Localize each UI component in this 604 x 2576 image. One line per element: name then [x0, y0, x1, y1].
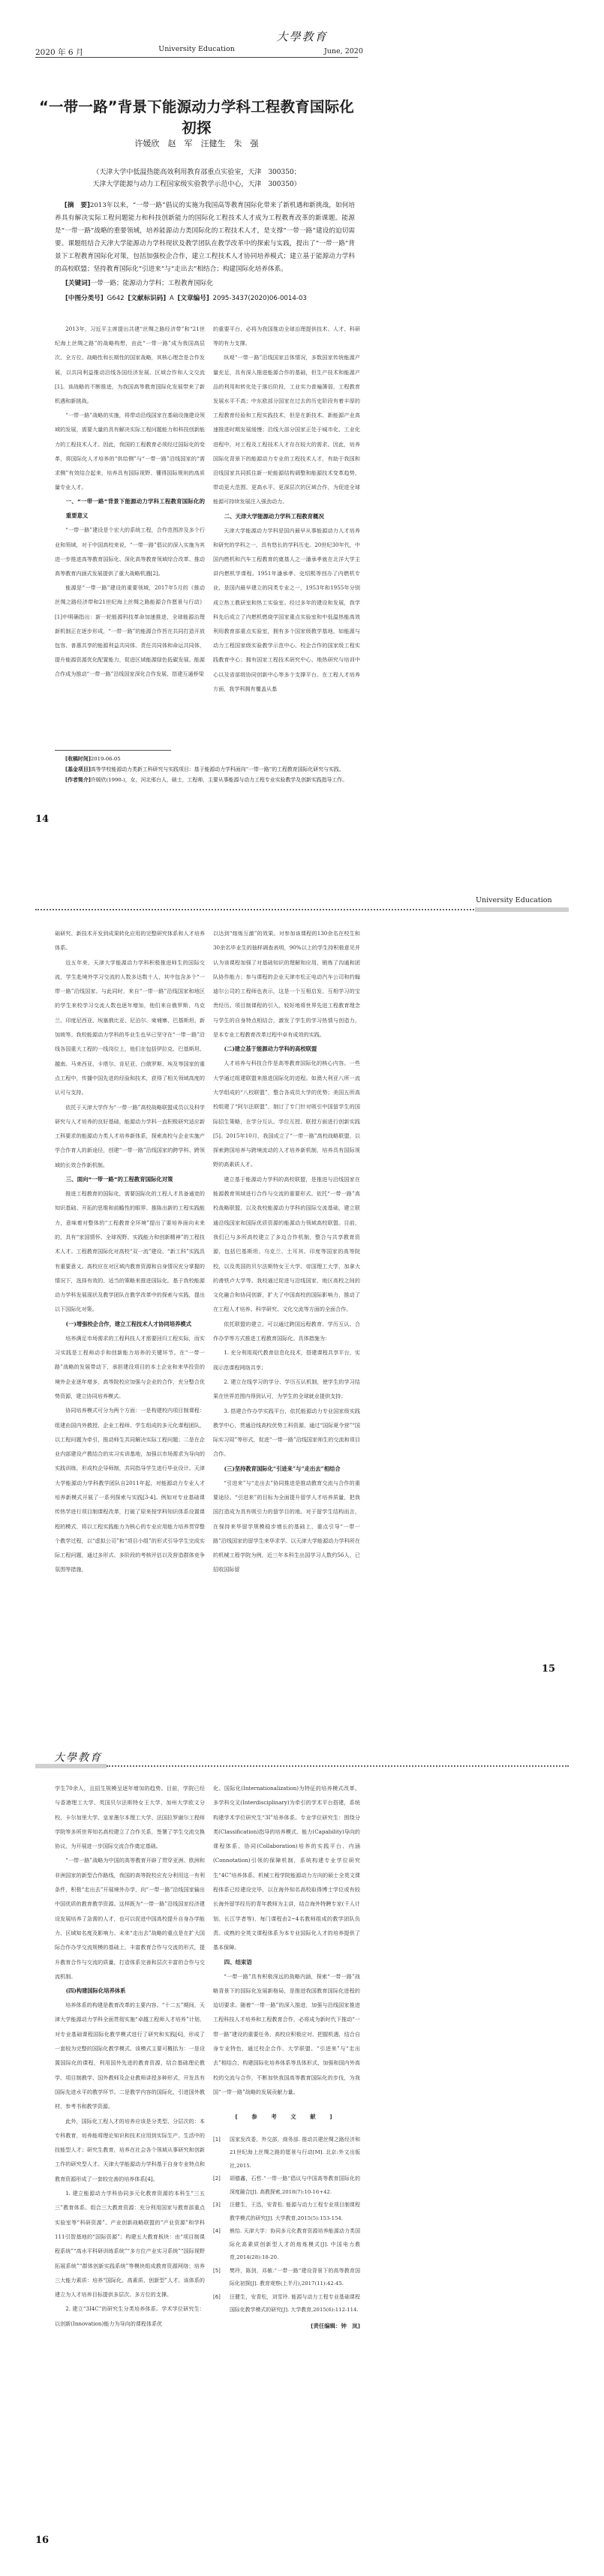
abstract-text: 2013年以来，“一带一路”倡议的实施为我国高等教育国际化带来了新机遇和新挑战，如何培养具有解决实际工程问题能力和科技创新能力的国际化工程技术人才成为工程教育改革的新课题。能源是“一带一路”战略的重要领域，培养能源动力类国际化的工程技术人才，是支撑“一带一路”建设的迫切需要。课题组结合天津大学能源动力学科现状及教学团队在教学改革中的探索与实践，提出了“一带一路”背景下工程教育国际化对策，包括加强校企合作，建立工程技术人才协同培养模式；建立基于能源动力学科的高校联盟；坚持教育国际化“引进来”与“走出去”相结合；构建国际化培养体系。	[55, 202, 355, 273]
list-item: 1. 充分利用现代教育信息化技术，搭建课程共享平台，实现示范课程网络共享；	[213, 1349, 360, 1371]
list-item: 2. 建立“3I4C”的研究生分类培养体系。学术学位研究生：以创新(Innovation)能力为导向的课程体系优	[55, 2305, 205, 2327]
reference-text: 熊怡. 天津大学：协同多元化教育资源培养能源动力类国际化高素质创新型人才的熔炼模式[J]. 中国电力教育,2014(28):18-20.	[230, 2228, 360, 2261]
classification-line	[65, 293, 358, 302]
paragraph: 协同培养模式可分为两个方面：一是构建校内项目制课程：组建由国内外教授、企业工程师、学生组成的多元化课程团队，以工程问题为牵引，推动师生共同解决实际工程问题；二是在企业内部建设产教结合的实习实训基地，加强以市场需求为导向的实践训练，形成校企导师制，共同指导学生进行毕业设计。天津大学能源动力学科教学团队自2011年起，对能源动力专业人才培养新模式开展了一系列探索与实践[3-4]。例如对专业基础课传热学进行项目制课程改革，打破了原来按学科知识体系设置课程的模式，将以工程实践能力为核心的专业应用能力培养贯穿整个教学过程，以“虚拟公司”和“项目小组”的形式引导学生完成实际工程问题，通过多形式、多阶段的考核评估以及营造群体竞争氛围等措施，	[55, 1407, 205, 1573]
reference-number: [4]	[213, 2228, 221, 2235]
reference-number: [6]	[213, 2293, 221, 2300]
reference-number: [1]	[213, 2136, 221, 2143]
doc-code-label: [文献标识码]	[128, 295, 167, 302]
list-item: 3. 搭建合作办学实践平台，依托能源动力专业国家级实践教学中心，贯通沿线高校优势工科资源，通过“国际夏令营”“国际实习周”等形式，促进“一带一路”沿线国家师生的交流和项目合作。	[213, 1407, 360, 1458]
paragraph: 以达到“熔炼互激”的效果。对参加该课程的130余名在校生和30余名毕业生的抽样调查表明，90%以上的学生持积极意见并认为该课程加强了对基础知识的理解和应用，锻炼了沟通和团队协作能力；参与课程的企业天津市松正电动汽车公司和约翰迪尔公司的工程师也表示，这是一个互相启发、互相学习的宝贵经历。项目制课程的引入，较好地将世界先进工程教育理念与学生的自身特点相结合，激发了学生的学习热情与创造力，是本专业工程教育改革过程中卓有成效的实践。	[213, 930, 360, 1039]
reference-text: 樊玲，陈剑，邓敏.“一带一路”建设背景下的高等教育国际化初探[J]. 教育观察(上半月),2017(11):42-45.	[230, 2267, 360, 2287]
subsection-heading-4: (四)构建国际化培养体系	[65, 1987, 126, 1995]
received-date	[65, 754, 358, 764]
column-left-p14	[55, 322, 205, 682]
column-left-p15	[55, 926, 205, 1577]
section-heading-2: 二、天津大学能源动力学科工程教育概况	[224, 512, 324, 520]
paragraph: “一带一路”战略的实施，将带动沿线国家在基础设施建设领域的发展，需要大量的具有解决实际工程问题能力和科技创新能力的工程技术人才。因此，我国的工程教育必须经过国际化的变革，将国际化人才培养的“供给侧”与“一带一路”沿线国家的“需求侧”有效结合起来，培养具有国际视野、懂得国际规则的高质量专业人才。	[55, 412, 205, 491]
list-item: 1. 建立能源动力学科协同多元化教育资源的本科生“三五三”教育体系。组合三大教育资源：充分利用国家与教育部重点实验室等“科研资源”、产业创新战略联盟的“产业资源”和学科111引智基地的“国际资源”；构建五大教育板块：由“项目制课程系统”“高水平科研训练系统”“多方位产业实习系统”“国际视野拓展系统”“群体创新实践系统”等模块组成教育资源网络；培养三大能力素质：培养“国际化、高素质、创新型”人才。该体系的建立为人才培养目标提供多层次、多方位的支撑。	[55, 2190, 205, 2299]
reference-list	[213, 2134, 360, 2317]
reference-number: [5]	[213, 2267, 221, 2274]
page-16	[0, 1725, 604, 2576]
paragraph: 学生70余人，且招生规模呈逐年增加的趋势。目前，学院已经与香港理工大学、英国贝尔法斯特女王大学、加州大学欧文分校、卡尔加里大学、皇家墨尔本理工大学、法国拉罗谢尔工程师学院等多所世界知名高校建立了合作关系，签署了学生交流交换协议，为开展进一步国际交流合作奠定基础。	[55, 1785, 205, 1850]
reference-text: 汪健生，王迅，安青松. 能源与动力工程专业项目制课程教学模式的研究[J]. 大学教育,2015(5):153-154.	[230, 2202, 360, 2221]
abstract-label: [摘 要]	[64, 202, 90, 209]
bio-value: 许媛欣(1990-)，女，河北邢台人，硕士，工程师，主要从事能源与动力工程专业实验教学及创新实践指导工作。	[90, 777, 348, 783]
reference-text: 国家发改委，外交部，商务部. 推动共建丝绸之路经济和21世纪海上丝绸之路的愿景与行动[M]. 北京:外文出版社,2015.	[230, 2136, 360, 2169]
journal-name-en: University Education	[158, 45, 235, 53]
page-14	[0, 0, 604, 855]
paragraph: “一带一路”战略为中国的高等教育开辟了贯穿亚洲、欧洲和非洲国家的新型合作路线，我国的高等院校应充分利用这一有利条件，积极“走出去”开展境外办学，向“一带一路”沿线国家输出中国优质的教育教学资源。这样既为“一带一路”沿线国家经济建设发展培养了急需的人才，也可以促进中国高校提升自身办学能力、区域知名度及影响力。未来“走出去”战略的重点是在扩大国际合作办学交流规模的基础上，丰富教育合作与交流的形式，提升教育合作与交流的质量，打造体系完善和层次丰富的合作与交流机制。	[55, 1857, 205, 1980]
affiliation-line-2: 天津大学能源与动力工程国家级实验教学示范中心，天津 300350）	[92, 181, 301, 188]
fund-value: 高等学校能源动力类新工科研究与实践项目：基于能源动力学科面向“一带一路”的工程教育国际化研究与实践。	[90, 766, 344, 772]
responsible-editor: [责任编辑：钟 岚]	[311, 2322, 360, 2329]
journal-logo: 大學教育	[276, 30, 328, 43]
footnotes	[65, 754, 358, 785]
paragraph: 依托于天津大学作为“一带一路”高校战略联盟成员以及科学研究与人才培养的良好基础，能源动力学科一直积极研究适应新工科要求的能源动力类人才培养新体系，探索高校与企业实施产学合作育人的新途径，创建“一带一路”沿线国家的跨学科、跨领域的长效合作新机制。	[55, 1103, 205, 1168]
received-value: 2019-06-05	[90, 756, 121, 762]
paragraph: 纵观“一带一路”沿线国家总体情况，多数国家传统能源产量充足，具有深入推进能源合作的基础，但生产技术和能源产品的利用和转化处于落后阶段，工业实力普遍薄弱，工程教育发展水平不高；中东欧部分国家在过去的历史阶段有着丰厚的工程教育经验和工程实践技术，但是在新技术、新能源产业高速推进时期发展缓慢；沿线大部分国家正处于城市化、工业化进程中，对工程及工程技术人才存在较大的需求。因此，培养国际化背景下的能源动力专业的工程技术人才，有助于我国和沿线国家共同抓住新一轮能源结构调整和能源技术变革趋势，带动更大范围、更高水平、更深层次的区域合作，为促进全球能源可持续发展注入强劲动力。	[213, 354, 360, 505]
footnote-rule	[55, 750, 171, 751]
paragraph: 能源是“一带一路”建设的重要领域，2017年5月的《推动丝绸之路经济带和21世纪海上丝绸之路能源合作愿景与行动》[1]中明确指出：新一轮能源科技革命加速推进，全球能源治理新机制正在逐步形成，“一带一路”的能源合作旨在共同打造开放包容、普惠共享的能源利益共同体、责任共同体和命运共同体，提升能源资源优化配置能力，促进区域能源绿色低碳发展。能源合作成为推动“一带一路”沿线国家深化合作发展、搭建互通桥梁	[55, 584, 205, 678]
subsection-heading-1: (一)增强校企合作，建立工程技术人才协同培养模式	[65, 1320, 192, 1327]
section-heading-1: 一、“一带一路”背景下能源动力学科工程教育国际化的重要意义	[65, 498, 205, 520]
fund-label: [基金项目]	[65, 766, 91, 772]
section-heading-4: 四、结束语	[224, 1958, 252, 1966]
column-right-p15	[213, 926, 360, 1577]
keywords-text: 一带一路；能源动力学科；工程教育国际化	[90, 280, 213, 287]
reference-item	[213, 2291, 360, 2317]
reference-text: 汪健生，安青松，刘雪玲. 能源与动力工程专业基础课程国际化教学模式的研究[J]. 大学教育,2015(6):112-114.	[230, 2293, 360, 2314]
reference-number: [2]	[213, 2176, 221, 2182]
header-grey-bar	[35, 1764, 107, 1768]
paragraph: 人才培养与科技合作是高等教育国际化的核心内容。一些大学通过组建联盟来推进国际化的进程。如澳大利亚八所一流大学组成的“八校联盟”，整合各成员大学的优势；美国五所高校组建了“阿尔法联盟”，制订了专门针对吸引中国留学生的国际招生策略，在学分互认、学位互授、联授方面进行创新实践[5]。2015年10月，我国成立了“一带一路”高校战略联盟，以探索跨国培养与跨境流动的人才培养新机制，培养具有国际视野的高素质人才。	[213, 1060, 360, 1168]
affiliation-line-1: （天津大学中低温热能高效利用教育部重点实验室，天津 300350；	[92, 169, 301, 176]
clc-value: G642	[107, 295, 125, 302]
paragraph: 近五年来，天津大学能源动力学科积极推进师生的国际交流，学生赴境外学习交流的人数多达数十人，其中包含多个“一带一路”沿线国家。与此同时，来自“一带一路”沿线国家和地区的学生来校学习交流人数也逐年增加，他们来自俄罗斯、乌克兰、印度尼西亚、埃塞俄比亚、尼泊尔、柬埔寨、巴基斯坦、新加坡等。我校能源动力学科的毕业生也早已坚守在“一带一路”沿线各国重大工程的一线岗位上，他们在包括伊拉克、巴基斯坦、越南、马来西亚、卡塔尔、肯尼亚、白俄罗斯、埃及等国家的重点工程中，传播中国先进的经验和技术，获得了相关领域高度的认可与支持。	[55, 958, 205, 1096]
paragraph: 依托联盟的建立，可以通过跨国远程教育、学历互认、合作办学等方式推进工程教育国际化。具体措施为：	[213, 1320, 360, 1342]
reference-number: [3]	[213, 2202, 221, 2209]
page-number: 15	[542, 1663, 556, 1675]
column-right-p16	[213, 1781, 360, 2333]
paragraph: 培养体系的构建是教育改革的主要内容。“十二五”期间，天津大学能源动力学科全面贯彻实施“卓越工程师人才培养”计划，对专业基础课程国际化教学模式进行了研究和实践[6]，形成了一套较为完整的国际化教学模式。该模式主要可概括为：一是设置国际化的课程，利用国外先进的教育资源，结合基础理论教学、项目制教学、国外教师及企业教师讲授多种形式，开发具有国际先进水平的教学环节。二是教学内容的国际化，引进国外教材、参考书和教学资源。	[55, 2002, 205, 2110]
paragraph: “一带一路”具有积极深远的战略内涵，探索“一带一路”战略背景下的国际化发展新格局，是推进我国教育国际化进程的迫切要求。随着“一带一路”的深入推进，加强与沿线国家推进工程科技人才培养和工程教育合作，必将成为新时代下推动“一带一路”建设的重要任务。高校应积极应对、把握机遇，结合自身专业特色，通过校企合作、大学联盟、“引进来”与“走出去”相结合、构建国际化培养体系等具体形式，加强和国内外高校的交流与合作，不断加快我国高等教育国际化的步伐，为我国“一带一路”战略的发展贡献力量。	[213, 1972, 360, 2095]
fund-project	[65, 764, 358, 775]
reference-item	[213, 2173, 360, 2199]
header-dotted-rule	[35, 909, 476, 910]
paragraph: “引进来”与“走出去”协同推进是推动教育交流与合作的重要途径。“引进来”的目标为全面提升留学人才培养质量，把我国打造成为具有吸引力的留学目的地。对于留学生结构而言，在保持来华留学规模稳步增长的基础上，重点引导“一带一路”沿线国家的留学生来华求学。以天津大学能源动力学科所在的机械工程学院为例，近三年本科生出国学习人数约56人，已招收国际留	[213, 1479, 360, 1573]
article-no-label: [文章编号]	[177, 295, 209, 302]
running-header-en: University Education	[476, 896, 552, 904]
keywords-label: [关键词]	[65, 280, 91, 287]
article-title: “一带一路”背景下能源动力学科工程教育国际化初探	[38, 98, 355, 136]
page-15	[0, 855, 604, 1725]
paragraph: “一带一路”建设是个宏大的系统工程，合作范围涉及多个行业和领域，对于中国高校来说，“一带一路”倡议的深入实施为其进一步推进高等教育国际化、深化高等教育领域综合改革、推动高等教育内涵式发展提供了重大战略机遇[2]。	[55, 526, 205, 577]
reference-item	[213, 2134, 360, 2173]
subsection-heading-3: (三)坚持教育国际化“引进来”与“走出去”相结合	[224, 1465, 341, 1472]
article-no-value: 2095-3437(2020)06-0014-03	[212, 295, 307, 302]
reference-item	[213, 2265, 360, 2291]
abstract	[55, 199, 355, 276]
clc-label: [中图分类号]	[65, 295, 104, 302]
author-bio	[65, 775, 358, 785]
references-title: [ 参 考 文 献 ]	[235, 2113, 338, 2121]
bio-label: [作者简介]	[65, 777, 91, 783]
paragraph: 天津大学能源动力学科是国内最早从事能源动力人才培养和研究的学科之一，具有悠长的学科历史。20世纪30年代，中国内燃机和汽车工程教育的奠基人之一潘承孝就在北洋大学主讲内燃机学课程。1951年潘承孝、史绍熙等创办了内燃机专业，是国内最早建立的同类专业之一，1953年和1955年分别成立热工教研室和热工实验室。经过多年的建设和发展，我学科先后成立了内燃机燃烧学国家重点实验室和中低温热能高效利用教育部重点实验室，拥有多个国家级教学基地，如能源与动力工程国家级实验教学示范中心、校企合作的国家级工程实践教育中心；拥有国家工程技术研究中心、地热研究与培训中心以及省部级协同创新中心等多个支撑平台。在工程人才培养方面，我学科拥有覆盖从基	[213, 526, 360, 692]
column-left-p16	[55, 1781, 205, 2331]
paragraph: 建立基于能源动力学科的高校联盟，是推进与沿线国家在能源教育领域进行合作与交流的重要形式。依托“一带一路”高校战略联盟，以及我校能源动力学科的国际交流基础，建立联通沿线国家和国际优质资源的能源动力领域高校联盟。目前，我们已与多所高校建立了多边合作机制，整合与共享教育资源，包括巴基斯坦、乌克兰、土耳其、印度等国家的高等院校，以及英国的贝尔法斯特女王大学、帝国理工大学，加拿大的滑铁卢大学等。我校通过促进与沿线国家、地区高校之间的文化融合和协同创新，扩大了中国高校的国际影响力，推动了在工程人才培养、科学研究、文化交流等方面的全面合作。	[213, 1175, 360, 1313]
paragraph: 的重要平台，必将为我国推动全球治理提供技术、人才、科研等的有力支撑。	[213, 325, 360, 347]
issue-date-en: June, 2020	[324, 47, 363, 55]
reference-text: 胡德鑫，石哲.“一带一路”倡议与中国高等教育国际化的深度融合[J]. 高教探索,2018(7):10-16+42.	[230, 2176, 360, 2195]
running-journal-logo: 大學教育	[54, 1752, 102, 1764]
paragraph: 化、国际化(Internationalization)为特征的培养模式改革、多学科交叉(Interdisciplinary)为牵引的学术平台搭建，系统构建学术学位研究生“3I”培养体系。专业学位研究生：围绕分类(Classification)指导的培养模式、能力(Capability)导向的课程体系、协同(Collaboration)培养的实践平台、内涵(Connotation)引领的保障机制，系统构建专业学位研究生“4C”培养体系。机械工程学院能源动力方向的硕士全英文课程体系已经建设完毕，以在海外知名高校取得博士学位或有较长海外留学经历的青年教师为主讲，结合海外特聘专家(千人计划、长江学者等)，每门课程由2~4名教师组成的教学团队负责。成熟的全英文课程体系为本专业国际化人才的培养提供了基本保障。	[213, 1785, 360, 1951]
subsection-heading-2: (二)建立基于能源动力学科的高校联盟	[224, 1045, 317, 1053]
column-right-p14	[213, 322, 360, 696]
affiliation	[35, 166, 358, 190]
header-grey-bar	[475, 907, 569, 912]
reference-item	[213, 2225, 360, 2265]
received-label: [收稿时间]	[65, 756, 91, 762]
keywords	[65, 278, 358, 287]
header-dotted-rule	[107, 1765, 569, 1767]
section-heading-3: 三、面向“一带一路”的工程教育国际化对策	[65, 1176, 173, 1183]
page-number: 16	[35, 2535, 50, 2546]
issue-date-cn: 2020 年 6 月	[35, 48, 84, 57]
doc-code-value: A	[169, 295, 174, 302]
header-rule	[35, 57, 358, 58]
reference-item	[213, 2199, 360, 2225]
list-item: 2. 建立在线学习的学分、学历互认机制，使学生的学习结果在世界范围内得到认可，为学生的全球就业提供支持；	[213, 1378, 360, 1400]
page-number: 14	[35, 814, 50, 825]
paragraph: 此外，国际化工程人才的培养应该是分类型、分层次的：本专科教育，培养能将理论知识和技术应用到实际生产、生活中的技能型人才；研究生教育，培养在社会各个领域从事研究和创新工作的研究型人才。天津大学能源动力学科基于自身专业特点和教育资源形成了一套较完善的培养体系[4]。	[55, 2117, 205, 2182]
author-list: 许媛欣 赵 军 汪健生 朱 强	[134, 139, 259, 148]
paragraph: 2013年，习近平主席提出共建“丝绸之路经济带”和“21世纪海上丝绸之路”的战略构想，由此“一带一路”成为我国高层次、全方位、战略性和长期性的国家战略，其核心理念是合作发展，以共同利益推动沿线各国经济发展、区域合作和人文交流[1]。该战略的不断推进，为我国高等教育国际化发展带来了新机遇和新挑战。	[55, 325, 205, 405]
paragraph: 培养满足市场需求的工程科技人才需要回归工程实际，而实习实践是工程师动手和创新能力培养的关键环节。在“一带一路”战略的发展带动下，承担建设项目的本土企业和来华投资的境外企业逐年增多，高等院校应加强与企业的合作，充分整合优势资源，建立协同培养模式。	[55, 1334, 205, 1399]
paragraph: 推进工程教育的国际化，需要国际化的工程人才具备通宽的知识基础、开拓的思维和前瞻性的眼界、推陈出新的工程实践能力，意味着对整体的“工程教育全环境”提出了要培养面向未来的，具有“家国情怀、全球视野、实践能力和创新精神”的工程技术人才。工程教育国际化对高校“双一流”建设、“新工科”实践具有重要意义。高校应在对区域内教育资源和自身情况充分掌握的情况下，选择有效的、适当的策略来推进国际化。基于我校能源动力学科发展现状及教学团队在教学改革中的探索与实践，提出以下国际化对策。	[55, 1190, 205, 1313]
paragraph: 础研究、新技术开发到成果转化应用的完整研究体系和人才培养体系。	[55, 930, 205, 952]
